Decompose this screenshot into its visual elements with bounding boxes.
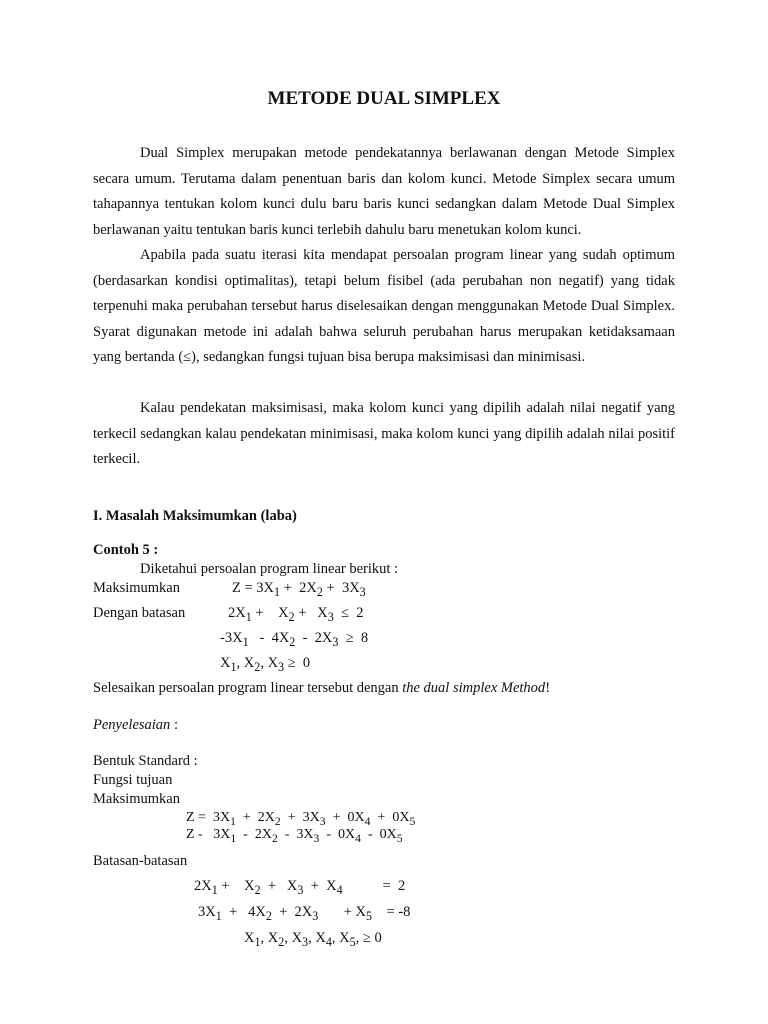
objective-equation: $Z = 3X_1 + 2X_2 + 3X_3$ — [232, 580, 366, 599]
standard-constraint-2: $3X_1 + 4X_2 + 2X_3$ + $X_5$ = -8 — [198, 904, 411, 923]
constraint-2: $-3X_1 - 4X_2 - 2X_3 \ge 8$ — [220, 630, 369, 649]
paragraph-key-column: Kalau pendekatan maksimisasi, maka kolom kunci yang dipilih adalah nilai negatif yang terkecil sedangkan kalau pendekatan minimisasi, maka kolom kunci yang dipilih adalah nilai positif terkecil. — [93, 400, 675, 468]
objective-label: Maksimumkan — [93, 580, 180, 596]
standard-nonnegativity: $X_1$, $X_2$, $X_3$, $X_4$, $X_5$, ≥ 0 — [244, 930, 382, 949]
standard-objective-2: Z - $3X_1 - 2X_2 - 3X_3 - 0X_4 - 0X_5$ — [186, 827, 403, 845]
standard-objective-1: $Z = 3X_1 + 2X_2 + 3X_3 + 0X_4 + 0X_5$ — [186, 810, 416, 828]
nonnegativity: $X_1$, $X_2$, $X_3 \ge 0$ — [220, 655, 311, 674]
constraint-label: Dengan batasan — [93, 605, 186, 621]
constraints-label: Batasan-batasan — [93, 853, 188, 869]
standard-constraint-1: $2X_1$ + $X_2 + X_3 + X_4$ = 2 — [194, 878, 406, 897]
maximize-label: Maksimumkan — [93, 791, 180, 807]
objective-function-label: Fungsi tujuan — [93, 772, 173, 788]
instruction: Selesaikan persoalan program linear tersebut dengan the dual simplex Method! — [93, 680, 551, 696]
paragraph-iteration: Apabila pada suatu iterasi kita mendapat persoalan program linear yang sudah optimum (berdasarkan kondisi optimalitas), tetapi belum fisibel (ada perubahan non negatif) yang tidak terpenuhi maka perubahan tersebut harus diselesaikan dengan menggunakan Metode Dual Simplex. Syarat digunakan metode ini adalah bahwa seluruh perubahan harus merupakan ketidaksamaan yang bertanda (≤), sedangkan fungsi tujuan bisa berupa maksimisasi dan minimisasi. — [93, 247, 675, 366]
paragraph-intro: Dual Simplex merupakan metode pendekatannya berlawanan dengan Metode Simplex secara umum. Terutama dalam penentuan baris dan kolom kunci. Metode Simplex secara umum tahapannya tentukan kolom kunci dulu baru baris kunci sedangkan dalam Metode Dual Simplex berlawanan yaitu tentukan baris kunci terlebih dahulu baru menetukan kolom kunci. — [93, 145, 675, 238]
section-heading: I. Masalah Maksimumkan (laba) — [93, 508, 297, 524]
page-title: METODE DUAL SIMPLEX — [267, 88, 501, 109]
solution-label: Penyelesaian : — [93, 717, 178, 733]
standard-form-label: Bentuk Standard : — [93, 753, 198, 769]
example-label: Contoh 5 : — [93, 542, 159, 558]
constraint-1: $2X_1$ + $X_2 + X_3 \le 2$ — [228, 605, 364, 624]
example-intro: Diketahui persoalan program linear berikut : — [140, 561, 399, 577]
